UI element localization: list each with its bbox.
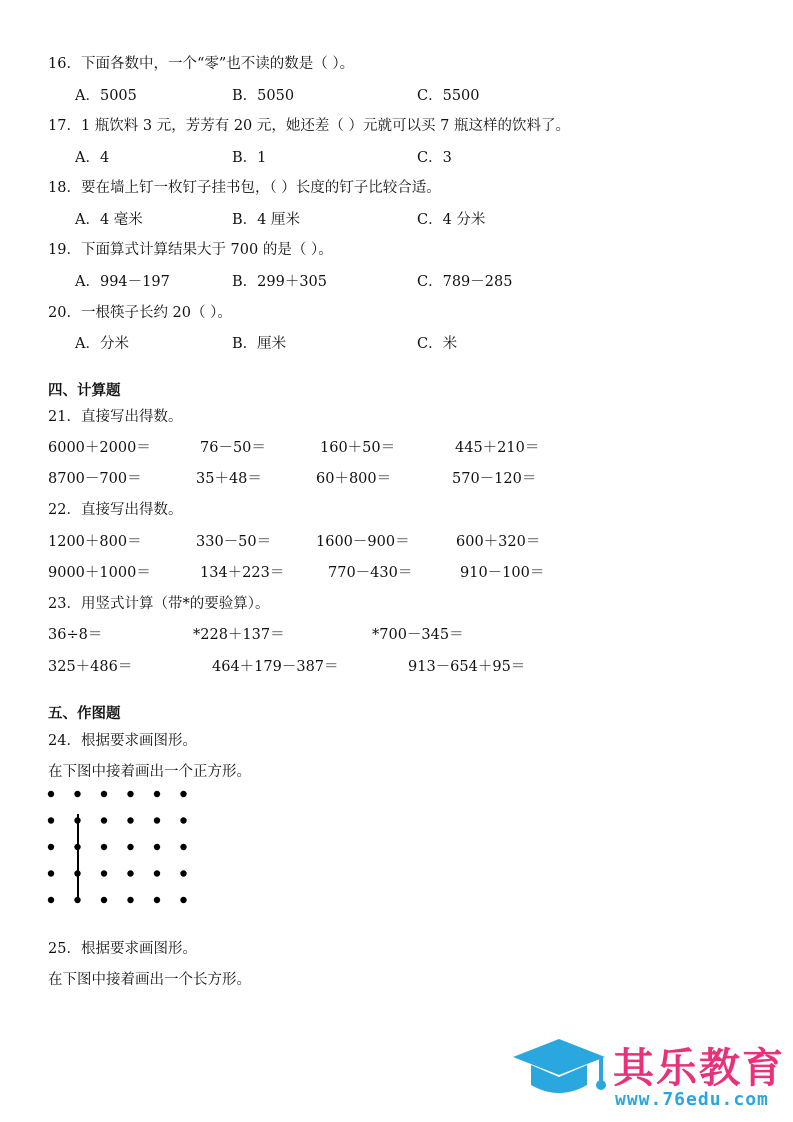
calc-22-4: 600＋320＝: [456, 534, 541, 550]
graduation-cap-icon: [505, 1035, 613, 1115]
question-19-stem: 19．下面算式计算结果大于 700 的是（ ）。: [48, 242, 333, 258]
calc-21-7: 60＋800＝: [316, 471, 392, 487]
question-17-option-a: A．4: [75, 150, 110, 166]
grid-dot[interactable]: [180, 844, 186, 850]
grid-dot[interactable]: [154, 817, 160, 823]
grid-dot[interactable]: [180, 870, 186, 876]
question-19-option-a: A．994－197: [75, 274, 170, 290]
question-18-stem: 18．要在墙上钉一枚钉子挂书包，（ ）长度的钉子比较合适。: [48, 180, 441, 196]
question-16-option-c: C．5500: [417, 88, 480, 104]
calc-21-6: 35＋48＝: [196, 471, 262, 487]
grid-dot[interactable]: [154, 791, 160, 797]
grid-dot[interactable]: [101, 897, 107, 903]
grid-dot[interactable]: [127, 791, 133, 797]
calc-23-1: 36÷8＝: [48, 627, 103, 643]
grid-dot[interactable]: [48, 870, 54, 876]
question-17-stem: 17．1 瓶饮料 3 元，芳芳有 20 元，她还差（ ）元就可以买 7 瓶这样的饮料了。: [48, 118, 570, 134]
question-18-option-b: B．4 厘米: [232, 212, 300, 228]
grid-dot[interactable]: [101, 791, 107, 797]
grid-dot[interactable]: [127, 844, 133, 850]
calc-23-4: 325＋486＝: [48, 659, 133, 675]
logo-title: 其乐教育: [613, 1044, 785, 1092]
question-20-option-b: B．厘米: [232, 336, 287, 352]
question-23-stem: 23．用竖式计算（带*的要验算）。: [48, 596, 270, 612]
calc-22-1: 1200＋800＝: [48, 534, 142, 550]
grid-dot[interactable]: [48, 791, 54, 797]
question-16-stem: 16．下面各数中，一个“零”也不读的数是（ ）。: [48, 56, 355, 72]
question-18-option-c: C．4 分米: [417, 212, 486, 228]
grid-dot[interactable]: [48, 897, 54, 903]
grid-dot[interactable]: [180, 791, 186, 797]
grid-dot[interactable]: [48, 817, 54, 823]
logo: [505, 1035, 790, 1115]
calc-22-3: 1600－900＝: [316, 534, 410, 550]
question-24-stem: 24．根据要求画图形。: [48, 733, 197, 749]
calc-21-1: 6000＋2000＝: [48, 440, 151, 456]
grid-dot[interactable]: [74, 817, 80, 823]
grid-dot[interactable]: [101, 817, 107, 823]
calc-22-7: 770－430＝: [328, 565, 413, 581]
grid-dot[interactable]: [154, 897, 160, 903]
calc-22-8: 910－100＝: [460, 565, 545, 581]
logo-url: www.76edu.com: [615, 1089, 769, 1110]
question-22-stem: 22．直接写出得数。: [48, 502, 183, 518]
grid-dot[interactable]: [74, 870, 80, 876]
question-16-option-a: A．5005: [75, 88, 137, 104]
calc-22-5: 9000＋1000＝: [48, 565, 151, 581]
question-24-instruction: 在下图中接着画出一个正方形。: [48, 764, 251, 780]
question-20-stem: 20．一根筷子长约 20（ ）。: [48, 305, 232, 321]
dot-grid[interactable]: [40, 784, 200, 934]
section-4-title: 四、计算题: [48, 383, 121, 399]
grid-dot[interactable]: [180, 897, 186, 903]
grid-dot[interactable]: [127, 817, 133, 823]
question-19-option-c: C．789－285: [417, 274, 513, 290]
question-25-instruction: 在下图中接着画出一个长方形。: [48, 972, 251, 988]
calc-21-4: 445＋210＝: [455, 440, 540, 456]
calc-23-3: *700－345＝: [372, 627, 464, 643]
calc-21-5: 8700－700＝: [48, 471, 142, 487]
grid-dot[interactable]: [101, 870, 107, 876]
grid-dot[interactable]: [154, 844, 160, 850]
calc-21-2: 76－50＝: [200, 440, 266, 456]
grid-dot[interactable]: [74, 897, 80, 903]
question-16-option-b: B．5050: [232, 88, 295, 104]
question-20-option-a: A．分米: [75, 336, 129, 352]
question-20-option-c: C．米: [417, 336, 458, 352]
question-17-option-c: C．3: [417, 150, 452, 166]
calc-23-2: *228＋137＝: [193, 627, 285, 643]
section-5-title: 五、作图题: [48, 706, 121, 722]
grid-dot[interactable]: [74, 844, 80, 850]
question-17-option-b: B．1: [232, 150, 267, 166]
calc-22-2: 330－50＝: [196, 534, 272, 550]
calc-21-3: 160＋50＝: [320, 440, 396, 456]
grid-dot[interactable]: [74, 791, 80, 797]
calc-23-6: 913－654＋95＝: [408, 659, 526, 675]
grid-dot[interactable]: [101, 844, 107, 850]
grid-dot[interactable]: [127, 870, 133, 876]
question-18-option-a: A．4 毫米: [75, 212, 143, 228]
calc-21-8: 570－120＝: [452, 471, 537, 487]
grid-dot[interactable]: [127, 897, 133, 903]
calc-22-6: 134＋223＝: [200, 565, 285, 581]
grid-dot[interactable]: [180, 817, 186, 823]
grid-dot[interactable]: [48, 844, 54, 850]
grid-dot[interactable]: [154, 870, 160, 876]
question-19-option-b: B．299＋305: [232, 274, 328, 290]
question-25-stem: 25．根据要求画图形。: [48, 941, 197, 957]
question-21-stem: 21．直接写出得数。: [48, 409, 183, 425]
calc-23-5: 464＋179－387＝: [212, 659, 339, 675]
